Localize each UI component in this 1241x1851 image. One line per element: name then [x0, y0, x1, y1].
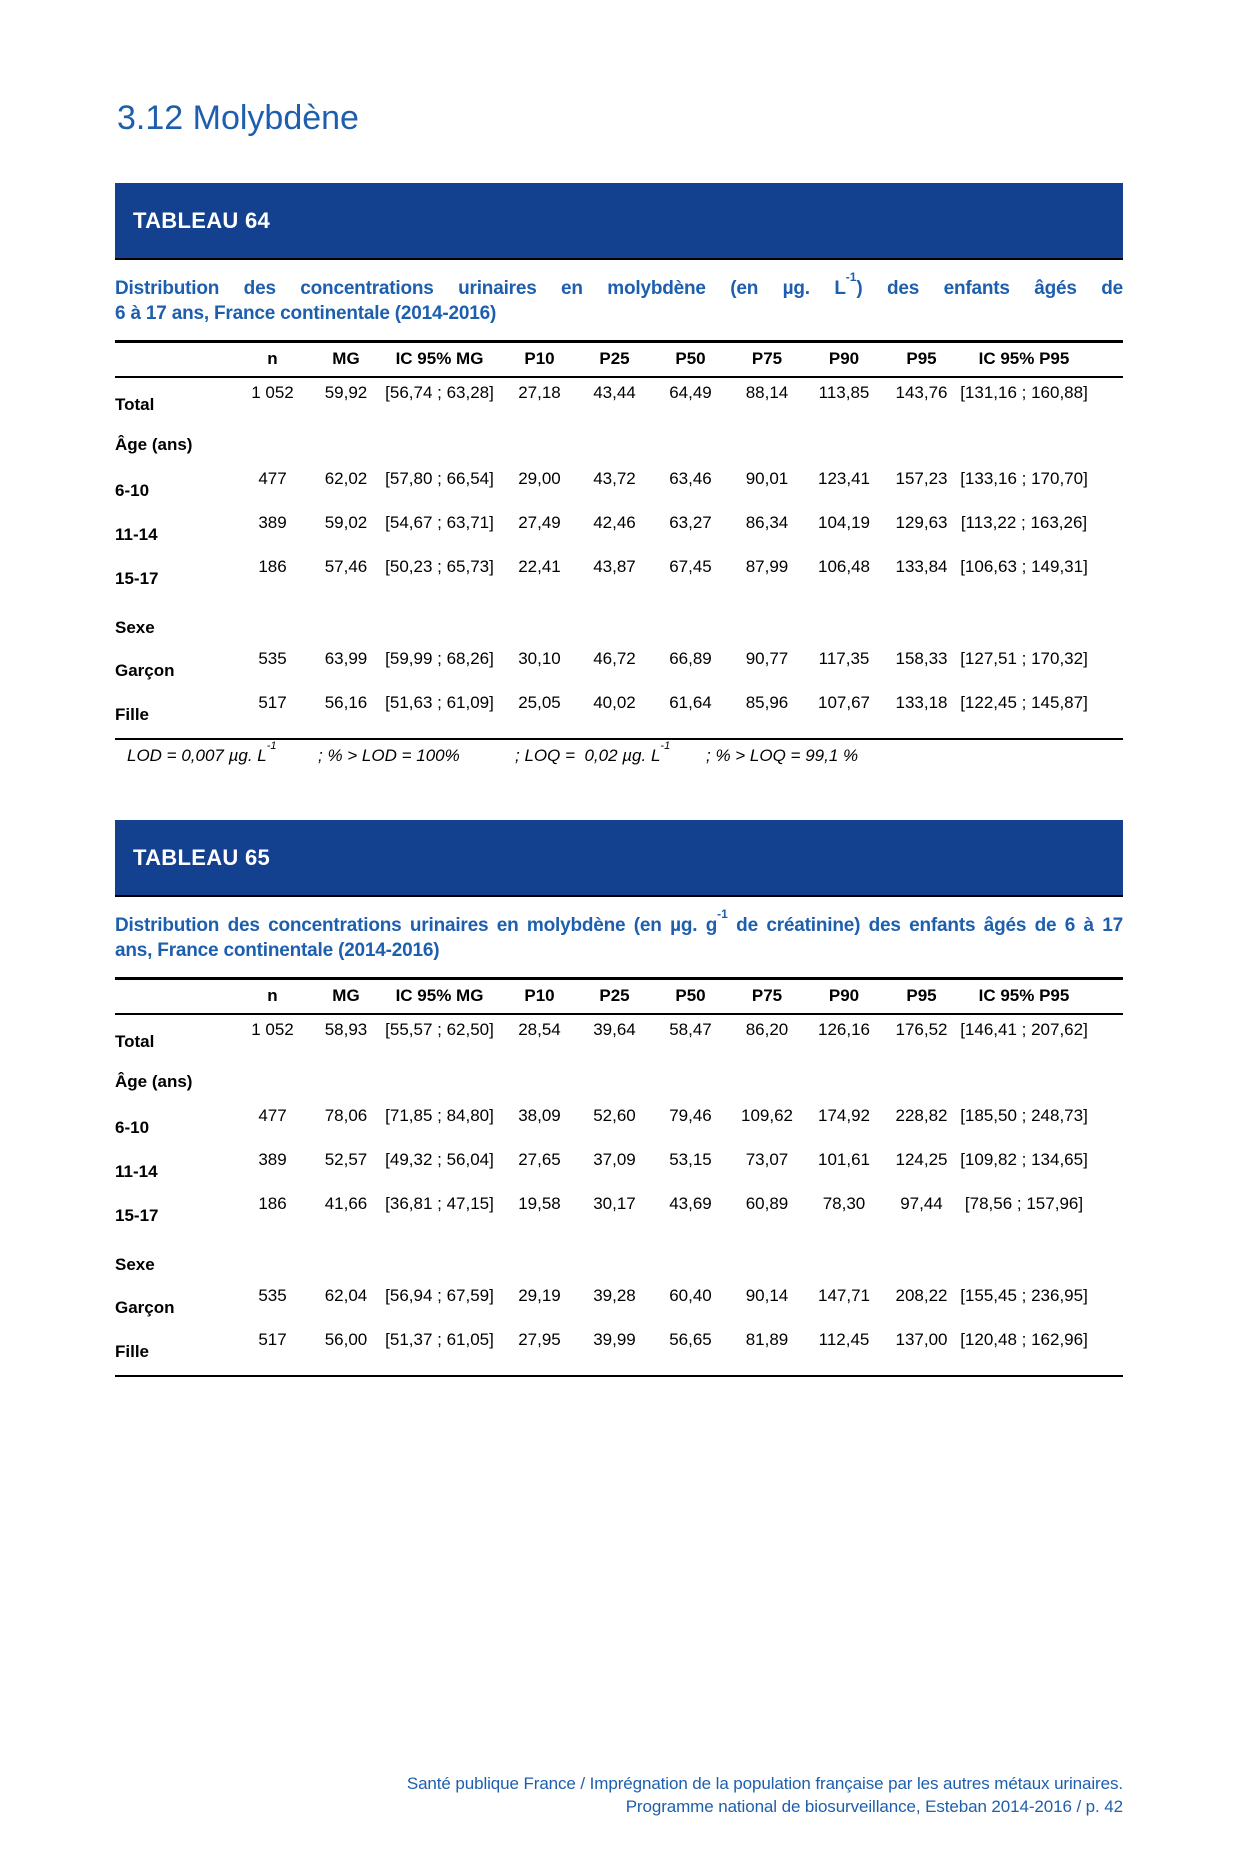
- table-row: [115, 464, 1123, 508]
- table-cell: 59,02: [324, 513, 368, 532]
- column-header: P10: [524, 349, 555, 368]
- table-cell: 38,09: [518, 1106, 561, 1125]
- tableau-65-banner: [115, 820, 1123, 897]
- table-cell: 176,52: [895, 1020, 948, 1039]
- caption-text: Distribution des concentrations urinaires en molybdène (en µg. L: [115, 278, 846, 299]
- table-cell: 43,72: [593, 469, 636, 488]
- table-cell: 60,40: [669, 1286, 712, 1305]
- table-cell: 66,89: [669, 649, 712, 668]
- footnote-segment: ; % > LOQ = 99,1 %: [706, 746, 859, 765]
- tableau-64-block: [115, 183, 1123, 770]
- column-header: P10: [524, 986, 555, 1005]
- table-cell: 123,41: [818, 469, 870, 488]
- table-body: [115, 378, 1123, 740]
- table-cell: [155,45 ; 236,95]: [960, 1286, 1088, 1305]
- table-cell: 73,07: [745, 1150, 789, 1169]
- table-cell: 58,93: [324, 1020, 368, 1039]
- table-cell: 29,00: [518, 469, 561, 488]
- table-cell: 43,69: [669, 1194, 712, 1213]
- table-cell: 52,60: [593, 1106, 636, 1125]
- table-cell: [109,82 ; 134,65]: [960, 1150, 1088, 1169]
- table-cell: 30,17: [593, 1194, 636, 1213]
- table-cell: [122,45 ; 145,87]: [960, 693, 1088, 712]
- table-cell: 129,63: [895, 513, 948, 532]
- tableau-64-banner: [115, 183, 1123, 260]
- data-table-65: [115, 977, 1123, 1377]
- row-label: Fille: [115, 1342, 150, 1361]
- table-cell: 22,41: [518, 557, 561, 576]
- table-cell: 389: [258, 513, 287, 532]
- table-cell: 1 052: [251, 383, 294, 402]
- table-cell: 62,02: [324, 469, 368, 488]
- footnote-segment: ; LOQ = 0,02 µg. $L^{-1}$: [515, 740, 671, 765]
- row-label: Garçon: [115, 661, 175, 680]
- table-cell: 30,10: [518, 649, 561, 668]
- table-cell: 57,46: [324, 557, 368, 576]
- column-header: MG: [332, 349, 360, 368]
- table-cell: 53,15: [669, 1150, 712, 1169]
- footnote-segment: LOD = 0,007 µg. $L^{-1}$: [127, 740, 277, 765]
- column-header: IC 95% P95: [978, 349, 1070, 368]
- column-header: n: [267, 349, 278, 368]
- column-header: P75: [751, 986, 783, 1005]
- table-cell: 517: [258, 1330, 287, 1349]
- caption-text: de créatinine) des enfants âgés de 6 à 17: [727, 915, 1124, 936]
- column-header-empty: [115, 349, 230, 369]
- table-cell: [146,41 ; 207,62]: [960, 1020, 1088, 1039]
- table-cell: 79,46: [669, 1106, 712, 1125]
- table-cell: [50,23 ; 65,73]: [385, 557, 494, 576]
- caption-text: Distribution des concentrations urinaires en molybdène (en µg. g: [115, 915, 718, 936]
- table-cell: [57,80 ; 66,54]: [385, 469, 494, 488]
- table-cell: 63,46: [669, 469, 712, 488]
- table-header-row: [115, 977, 1123, 1015]
- row-label: Total: [115, 1032, 155, 1051]
- tableau-64-banner-label: TABLEAU 64: [133, 207, 271, 233]
- table-cell: 39,64: [593, 1020, 636, 1039]
- column-header: P95: [906, 349, 937, 368]
- column-header: P50: [675, 349, 706, 368]
- table-cell: 56,00: [324, 1330, 368, 1349]
- section-label: Âge (ans): [115, 435, 193, 454]
- column-header: P75: [751, 349, 783, 368]
- table-cell: [54,67 ; 63,71]: [385, 513, 494, 532]
- table-cell: 27,49: [518, 513, 561, 532]
- column-header: P90: [828, 986, 860, 1005]
- table-cell: 228,82: [895, 1106, 948, 1125]
- table-cell: [36,81 ; 47,15]: [385, 1194, 494, 1213]
- table-cell: [56,94 ; 67,59]: [385, 1286, 494, 1305]
- table-row: [115, 1015, 1123, 1063]
- table-cell: [51,37 ; 61,05]: [385, 1330, 494, 1349]
- row-label: 6-10: [115, 1118, 150, 1137]
- table-cell: 158,33: [895, 649, 948, 668]
- table-row: [115, 644, 1123, 688]
- caption-text: ) des enfants âgés de: [856, 278, 1124, 299]
- column-header: n: [267, 986, 278, 1005]
- table-cell: 25,05: [518, 693, 561, 712]
- table-cell: [106,63 ; 149,31]: [960, 557, 1088, 576]
- table-cell: [51,63 ; 61,09]: [385, 693, 494, 712]
- row-label: 11-14: [115, 1162, 158, 1181]
- table-cell: 56,16: [324, 693, 368, 712]
- table-cell: 28,54: [518, 1020, 561, 1039]
- table-cell: 517: [258, 693, 287, 712]
- table-cell: 86,34: [745, 513, 789, 532]
- table-cell: [59,99 ; 68,26]: [385, 649, 494, 668]
- row-label: 11-14: [115, 525, 158, 544]
- table-cell: 61,64: [669, 693, 712, 712]
- table-cell: 186: [258, 1194, 287, 1213]
- table-cell: 19,58: [518, 1194, 561, 1213]
- table-cell: 60,89: [745, 1194, 789, 1213]
- table-cell: 97,44: [900, 1194, 943, 1213]
- table-header-row: [115, 340, 1123, 378]
- table-cell: 133,18: [895, 693, 948, 712]
- table-cell: 64,49: [669, 383, 712, 402]
- table-cell: 174,92: [818, 1106, 870, 1125]
- table-row: [115, 688, 1123, 738]
- column-header: P50: [675, 986, 706, 1005]
- table-row: [115, 552, 1123, 596]
- footnote-segment: ; % > LOD = 100%: [318, 746, 460, 765]
- table-cell: 104,19: [818, 513, 870, 532]
- table-cell: [56,74 ; 63,28]: [385, 383, 494, 402]
- footer-line-1: Santé publique France / Imprégnation de la population française par les autres métaux urinaires.: [406, 1774, 1123, 1793]
- table-cell: 133,84: [895, 557, 948, 576]
- table-cell: 42,46: [593, 513, 636, 532]
- table-cell: 208,22: [895, 1286, 948, 1305]
- table-cell: 90,01: [745, 469, 789, 488]
- table-cell: 58,47: [669, 1020, 712, 1039]
- tableau-65-caption: [115, 906, 1124, 963]
- table-cell: 27,18: [518, 383, 561, 402]
- data-table-64: [115, 340, 1123, 740]
- table-cell: [131,16 ; 160,88]: [960, 383, 1088, 402]
- table-row: [115, 378, 1123, 426]
- table-cell: 40,02: [593, 693, 636, 712]
- table-cell: 87,99: [745, 557, 789, 576]
- page-title: 3.12 Molybdène: [117, 99, 359, 137]
- column-header: IC 95% P95: [978, 986, 1070, 1005]
- footer-line-2: Programme national de biosurveillance, Esteban 2014-2016 / p. 42: [625, 1797, 1123, 1816]
- table-cell: 90,14: [745, 1286, 789, 1305]
- column-header: IC 95% MG: [395, 349, 484, 368]
- page-footer: [407, 1772, 1123, 1818]
- footnote-superscript: -1: [266, 740, 277, 753]
- table-cell: 46,72: [593, 649, 636, 668]
- table-cell: 477: [258, 1106, 287, 1125]
- row-label: 15-17: [115, 569, 159, 588]
- table-cell: 78,06: [324, 1106, 368, 1125]
- tableau-65-caption-line2: ans, France continentale (2014-2016): [115, 940, 440, 961]
- tableau-64-footnote: [115, 740, 1123, 770]
- section-label: Sexe: [115, 1255, 155, 1274]
- table-cell: [78,56 ; 157,96]: [964, 1194, 1084, 1213]
- column-header: P90: [828, 349, 860, 368]
- column-header-empty: [115, 986, 230, 1006]
- table-cell: 124,25: [895, 1150, 948, 1169]
- table-cell: 1 052: [251, 1020, 294, 1039]
- table-cell: 39,28: [593, 1286, 636, 1305]
- row-label: Fille: [115, 705, 150, 724]
- table-cell: 52,57: [324, 1150, 368, 1169]
- table-cell: 112,45: [818, 1330, 870, 1349]
- table-cell: 535: [258, 649, 287, 668]
- table-row: [115, 1281, 1123, 1325]
- row-label: Total: [115, 395, 155, 414]
- table-cell: [133,16 ; 170,70]: [960, 469, 1088, 488]
- table-cell: [113,22 ; 163,26]: [960, 513, 1088, 532]
- table-cell: 389: [258, 1150, 287, 1169]
- table-cell: 157,23: [895, 469, 948, 488]
- table-cell: [71,85 ; 84,80]: [385, 1106, 494, 1125]
- table-cell: 63,99: [324, 649, 368, 668]
- caption-superscript: -1: [845, 269, 857, 284]
- table-cell: 41,66: [324, 1194, 368, 1213]
- table-cell: 117,35: [818, 649, 870, 668]
- column-header: IC 95% MG: [395, 986, 484, 1005]
- table-row: [115, 1325, 1123, 1375]
- table-cell: 85,96: [745, 693, 789, 712]
- caption-superscript: -1: [717, 906, 728, 921]
- row-label: 6-10: [115, 481, 150, 500]
- column-header: P25: [599, 349, 630, 368]
- table-cell: 101,61: [818, 1150, 870, 1169]
- tableau-64-caption: [115, 269, 1124, 326]
- table-row: [115, 508, 1123, 552]
- table-row: [115, 1189, 1123, 1233]
- table-cell: 43,44: [593, 383, 636, 402]
- table-cell: 59,92: [324, 383, 368, 402]
- table-cell: 107,67: [818, 693, 870, 712]
- table-cell: [185,50 ; 248,73]: [960, 1106, 1088, 1125]
- table-cell: [127,51 ; 170,32]: [960, 649, 1088, 668]
- row-label: 15-17: [115, 1206, 159, 1225]
- table-cell: 62,04: [324, 1286, 368, 1305]
- table-cell: 106,48: [818, 557, 870, 576]
- table-cell: 27,65: [518, 1150, 561, 1169]
- tableau-64-caption-line1: [115, 269, 1124, 301]
- column-header: P25: [599, 986, 630, 1005]
- table-cell: 535: [258, 1286, 287, 1305]
- table-cell: 78,30: [822, 1194, 866, 1213]
- document-page: [0, 96, 1241, 1377]
- table-cell: 37,09: [593, 1150, 636, 1169]
- table-body: [115, 1015, 1123, 1377]
- table-cell: [120,48 ; 162,96]: [960, 1330, 1088, 1349]
- tableau-65-block: [115, 820, 1123, 1377]
- footnote-superscript: -1: [660, 740, 671, 753]
- table-cell: [55,57 ; 62,50]: [385, 1020, 494, 1039]
- table-cell: 126,16: [818, 1020, 870, 1039]
- tableau-64-caption-line2: 6 à 17 ans, France continentale (2014-2016): [115, 303, 497, 324]
- section-label: Âge (ans): [115, 1072, 193, 1091]
- table-cell: 27,95: [518, 1330, 561, 1349]
- table-cell: 43,87: [593, 557, 636, 576]
- table-cell: 39,99: [593, 1330, 636, 1349]
- table-row: [115, 1145, 1123, 1189]
- table-cell: 86,20: [745, 1020, 789, 1039]
- table-cell: 147,71: [818, 1286, 870, 1305]
- table-cell: 137,00: [895, 1330, 948, 1349]
- table-cell: 29,19: [518, 1286, 561, 1305]
- table-cell: 56,65: [669, 1330, 712, 1349]
- table-cell: 113,85: [818, 383, 870, 402]
- tableau-65-caption-line1: [115, 906, 1124, 938]
- tableau-65-banner-label: TABLEAU 65: [133, 844, 271, 870]
- table-cell: 143,76: [895, 383, 948, 402]
- table-cell: 67,45: [669, 557, 712, 576]
- section-label: Sexe: [115, 618, 155, 637]
- column-header: P95: [906, 986, 937, 1005]
- table-cell: 186: [258, 557, 287, 576]
- table-cell: 109,62: [741, 1106, 793, 1125]
- table-row: [115, 1101, 1123, 1145]
- table-cell: [49,32 ; 56,04]: [385, 1150, 494, 1169]
- row-label: Garçon: [115, 1298, 175, 1317]
- table-cell: 63,27: [669, 513, 712, 532]
- table-cell: 81,89: [745, 1330, 789, 1349]
- table-cell: 88,14: [745, 383, 789, 402]
- table-cell: 90,77: [745, 649, 789, 668]
- table-cell: 477: [258, 469, 287, 488]
- column-header: MG: [332, 986, 360, 1005]
